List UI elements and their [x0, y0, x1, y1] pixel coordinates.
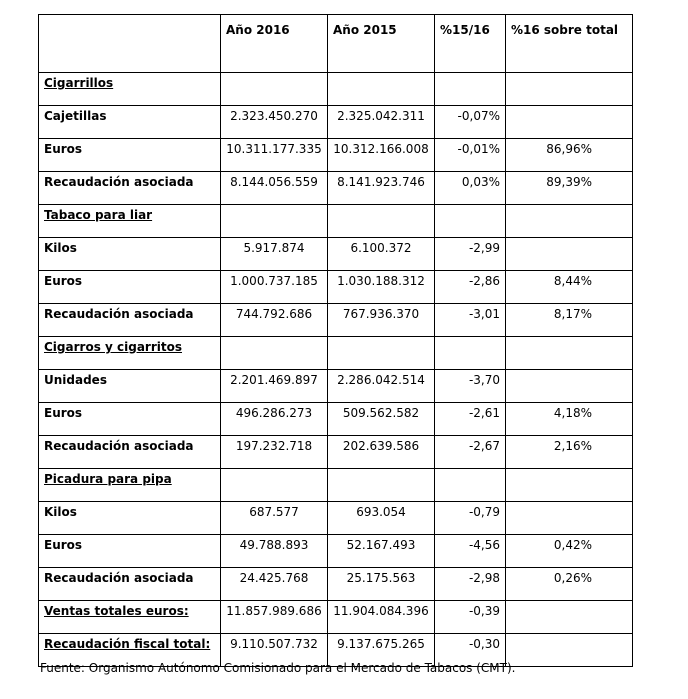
cell-change: -0,07% — [435, 106, 506, 139]
cell-change: -0,39 — [435, 601, 506, 634]
cell-share: 2,16% — [506, 436, 633, 469]
table-row — [39, 535, 633, 568]
cell-year-2016 — [221, 337, 328, 370]
cell-year-2016: 10.311.177.335 — [221, 139, 328, 172]
table-row — [39, 337, 633, 370]
table-row — [39, 271, 633, 304]
cell-change: -0,79 — [435, 502, 506, 535]
cell-share — [506, 238, 633, 271]
cell-year-2016: 1.000.737.185 — [221, 271, 328, 304]
row-label: Recaudación asociada — [39, 172, 221, 205]
table-row — [39, 436, 633, 469]
row-label: Euros — [39, 403, 221, 436]
cell-year-2015: 509.562.582 — [328, 403, 435, 436]
cell-change — [435, 205, 506, 238]
cell-share — [506, 205, 633, 238]
row-label: Kilos — [39, 502, 221, 535]
cell-change: -2,86 — [435, 271, 506, 304]
cell-year-2015 — [328, 337, 435, 370]
cell-year-2015: 6.100.372 — [328, 238, 435, 271]
cell-share — [506, 469, 633, 502]
cell-year-2015: 693.054 — [328, 502, 435, 535]
row-label: Cigarrillos — [39, 73, 221, 106]
row-label: Cajetillas — [39, 106, 221, 139]
table-row — [39, 469, 633, 502]
tobacco-sales-table — [38, 14, 633, 667]
row-label: Tabaco para liar — [39, 205, 221, 238]
cell-year-2016: 8.144.056.559 — [221, 172, 328, 205]
cell-share — [506, 73, 633, 106]
cell-year-2016: 197.232.718 — [221, 436, 328, 469]
header-change: %15/16 — [435, 15, 506, 73]
table-row — [39, 568, 633, 601]
cell-share — [506, 502, 633, 535]
cell-year-2015: 1.030.188.312 — [328, 271, 435, 304]
row-label: Kilos — [39, 238, 221, 271]
cell-year-2015: 10.312.166.008 — [328, 139, 435, 172]
cell-share — [506, 634, 633, 667]
row-label: Recaudación asociada — [39, 568, 221, 601]
table-body — [39, 73, 633, 667]
table-row — [39, 601, 633, 634]
cell-share: 0,26% — [506, 568, 633, 601]
cell-year-2015 — [328, 205, 435, 238]
table-row — [39, 172, 633, 205]
cell-year-2016: 49.788.893 — [221, 535, 328, 568]
cell-year-2016: 496.286.273 — [221, 403, 328, 436]
header-share: %16 sobre total — [506, 15, 633, 73]
cell-year-2015 — [328, 469, 435, 502]
cell-share — [506, 370, 633, 403]
cell-year-2015: 8.141.923.746 — [328, 172, 435, 205]
cell-change: -0,01% — [435, 139, 506, 172]
table-row — [39, 106, 633, 139]
row-label: Euros — [39, 535, 221, 568]
cell-share: 86,96% — [506, 139, 633, 172]
cell-year-2016 — [221, 73, 328, 106]
table-row — [39, 238, 633, 271]
table-row — [39, 205, 633, 238]
cell-year-2015: 767.936.370 — [328, 304, 435, 337]
source-caption: Fuente: Organismo Autónomo Comisionado para el Mercado de Tabacos (CMT). — [40, 661, 516, 675]
row-label: Picadura para pipa — [39, 469, 221, 502]
cell-year-2016: 24.425.768 — [221, 568, 328, 601]
cell-year-2016: 9.110.507.732 — [221, 634, 328, 667]
cell-change — [435, 337, 506, 370]
cell-change: -2,61 — [435, 403, 506, 436]
row-label: Unidades — [39, 370, 221, 403]
cell-change — [435, 73, 506, 106]
table-row — [39, 304, 633, 337]
cell-year-2015: 202.639.586 — [328, 436, 435, 469]
cell-change: 0,03% — [435, 172, 506, 205]
cell-share: 89,39% — [506, 172, 633, 205]
table-header-row — [39, 15, 633, 73]
cell-year-2016: 744.792.686 — [221, 304, 328, 337]
cell-change — [435, 469, 506, 502]
table-row — [39, 139, 633, 172]
cell-share — [506, 601, 633, 634]
row-label: Euros — [39, 139, 221, 172]
table-row — [39, 370, 633, 403]
row-label: Recaudación asociada — [39, 304, 221, 337]
cell-year-2015: 2.325.042.311 — [328, 106, 435, 139]
cell-year-2015: 9.137.675.265 — [328, 634, 435, 667]
table-row — [39, 502, 633, 535]
row-label: Cigarros y cigarritos — [39, 337, 221, 370]
table-row — [39, 73, 633, 106]
cell-change: -0,30 — [435, 634, 506, 667]
cell-year-2016: 2.323.450.270 — [221, 106, 328, 139]
cell-share: 8,17% — [506, 304, 633, 337]
row-label: Euros — [39, 271, 221, 304]
cell-year-2015 — [328, 73, 435, 106]
cell-year-2016: 687.577 — [221, 502, 328, 535]
cell-year-2016: 11.857.989.686 — [221, 601, 328, 634]
cell-share: 8,44% — [506, 271, 633, 304]
cell-share — [506, 106, 633, 139]
cell-year-2016: 5.917.874 — [221, 238, 328, 271]
row-label: Recaudación asociada — [39, 436, 221, 469]
cell-share: 4,18% — [506, 403, 633, 436]
cell-year-2016: 2.201.469.897 — [221, 370, 328, 403]
cell-change: -4,56 — [435, 535, 506, 568]
cell-year-2015: 25.175.563 — [328, 568, 435, 601]
table-row — [39, 403, 633, 436]
cell-change: -3,01 — [435, 304, 506, 337]
cell-year-2015: 2.286.042.514 — [328, 370, 435, 403]
cell-year-2016 — [221, 469, 328, 502]
cell-year-2016 — [221, 205, 328, 238]
cell-change: -2,67 — [435, 436, 506, 469]
header-label — [39, 15, 221, 73]
cell-year-2015: 11.904.084.396 — [328, 601, 435, 634]
cell-share — [506, 337, 633, 370]
cell-change: -2,98 — [435, 568, 506, 601]
cell-change: -2,99 — [435, 238, 506, 271]
cell-change: -3,70 — [435, 370, 506, 403]
cell-share: 0,42% — [506, 535, 633, 568]
row-label: Ventas totales euros: — [39, 601, 221, 634]
cell-year-2015: 52.167.493 — [328, 535, 435, 568]
header-year-2015: Año 2015 — [328, 15, 435, 73]
header-year-2016: Año 2016 — [221, 15, 328, 73]
row-label: Recaudación fiscal total: — [39, 634, 221, 667]
